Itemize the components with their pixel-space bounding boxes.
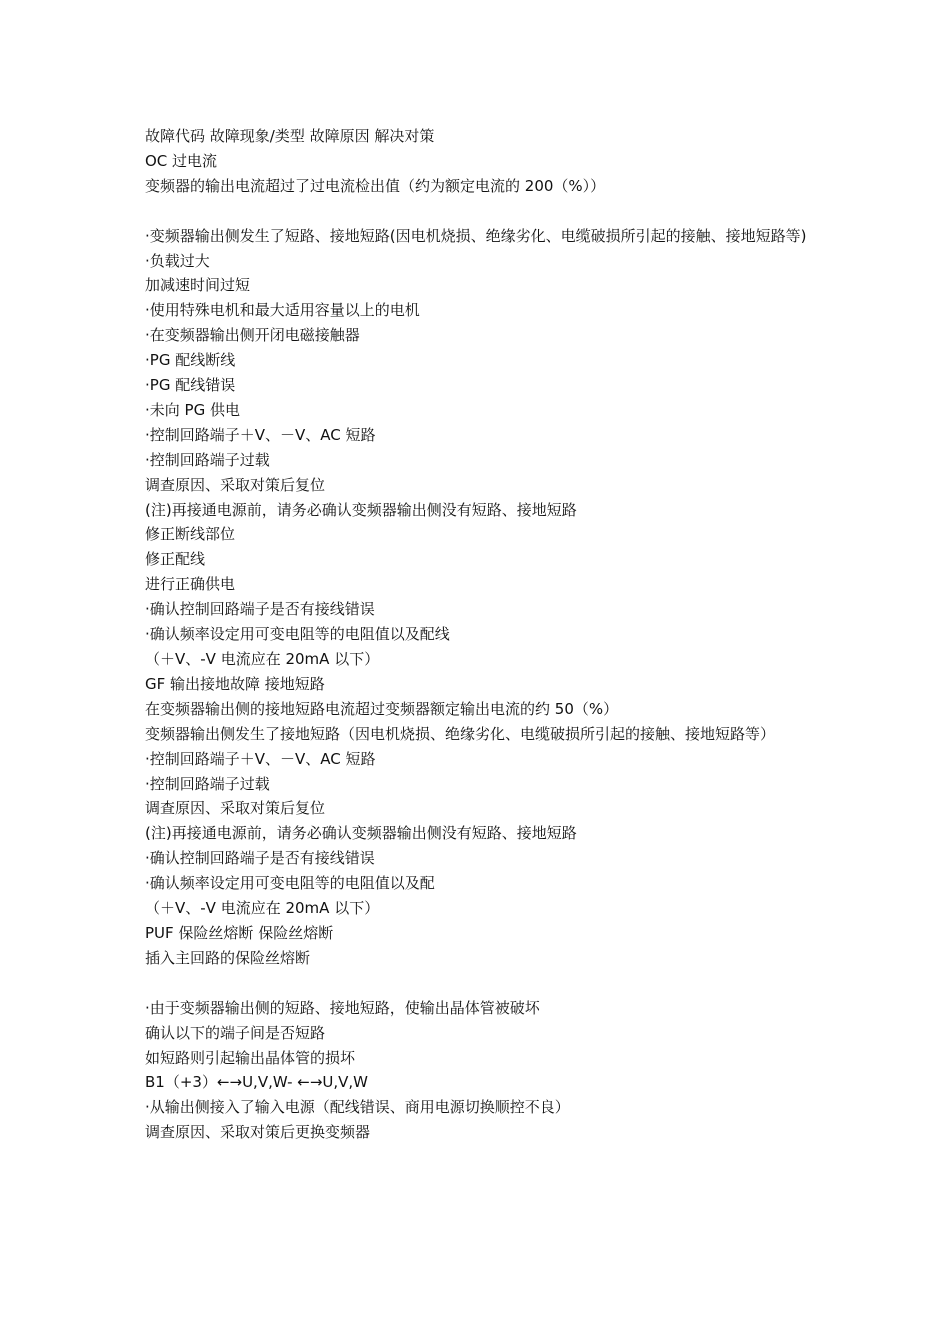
document-body	[145, 124, 825, 1145]
text-line: PUF 保险丝熔断 保险丝熔断	[145, 923, 334, 942]
text-line: GF 输出接地故障 接地短路	[145, 674, 325, 693]
text-line: 确认以下的端子间是否短路	[145, 1023, 326, 1042]
text-line: 调查原因、采取对策后更换变频器	[145, 1123, 371, 1142]
text-line: ·在变频器输出侧开闭电磁接触器	[145, 326, 360, 345]
text-line: 如短路则引起输出晶体管的损坏	[145, 1048, 356, 1067]
text-line: 加减速时间过短	[145, 276, 251, 295]
text-line: B1（+3）←→U,V,W- ←→U,V,W	[145, 1073, 369, 1092]
text-line: ·由于变频器输出侧的短路、接地短路，使输出晶体管被破坏	[145, 998, 540, 1017]
text-line: ·控制回路端子过载	[145, 450, 270, 469]
text-line: 在变频器输出侧的接地短路电流超过变频器额定输出电流的约 50（%）	[145, 699, 619, 718]
text-line: ·从输出侧接入了输入电源（配线错误、商用电源切换顺控不良）	[145, 1098, 570, 1117]
text-line: ·控制回路端子过载	[145, 774, 270, 793]
text-line: （＋V、-V 电流应在 20mA 以下）	[145, 650, 380, 669]
text-line: ·确认控制回路端子是否有接线错误	[145, 600, 375, 619]
text-line: 调查原因、采取对策后复位	[145, 475, 326, 494]
text-line: ·控制回路端子＋V、－V、AC 短路	[145, 749, 376, 768]
text-line: OC 过电流	[145, 151, 218, 170]
text-line: 调查原因、采取对策后复位	[145, 799, 326, 818]
text-line: 修正配线	[145, 550, 206, 569]
text-line: 变频器的输出电流超过了过电流检出值（约为额定电流的 200（%））	[145, 176, 606, 195]
text-line: （＋V、-V 电流应在 20mA 以下）	[145, 899, 380, 918]
text-line: 进行正确供电	[145, 575, 236, 594]
text-line: 插入主回路的保险丝熔断	[145, 948, 311, 967]
text-line: (注)再接通电源前，请务必确认变频器输出侧没有短路、接地短路	[145, 824, 577, 843]
text-line: ·变频器输出侧发生了短路、接地短路(因电机烧损、绝缘劣化、电缆破损所引起的接触、接地短路等)	[145, 226, 807, 245]
text-line: ·使用特殊电机和最大适用容量以上的电机	[145, 301, 420, 320]
text-line: 变频器输出侧发生了接地短路（因电机烧损、绝缘劣化、电缆破损所引起的接触、接地短路等）	[145, 724, 776, 743]
text-line: ·控制回路端子＋V、－V、AC 短路	[145, 425, 376, 444]
blank-line	[145, 971, 825, 996]
text-line: ·PG 配线断线	[145, 351, 236, 370]
text-line: ·PG 配线错误	[145, 376, 236, 395]
text-line: ·未向 PG 供电	[145, 400, 240, 419]
text-line: ·确认控制回路端子是否有接线错误	[145, 849, 375, 868]
header-line: 故障代码 故障现象/类型 故障原因 解决对策	[145, 127, 435, 145]
text-line: 修正断线部位	[145, 525, 236, 544]
text-line: ·确认频率设定用可变电阻等的电阻值以及配线	[145, 625, 450, 644]
blank-line	[145, 199, 825, 224]
text-line: ·负载过大	[145, 251, 210, 270]
text-line: (注)再接通电源前，请务必确认变频器输出侧没有短路、接地短路	[145, 500, 577, 519]
text-line: ·确认频率设定用可变电阻等的电阻值以及配	[145, 874, 435, 893]
